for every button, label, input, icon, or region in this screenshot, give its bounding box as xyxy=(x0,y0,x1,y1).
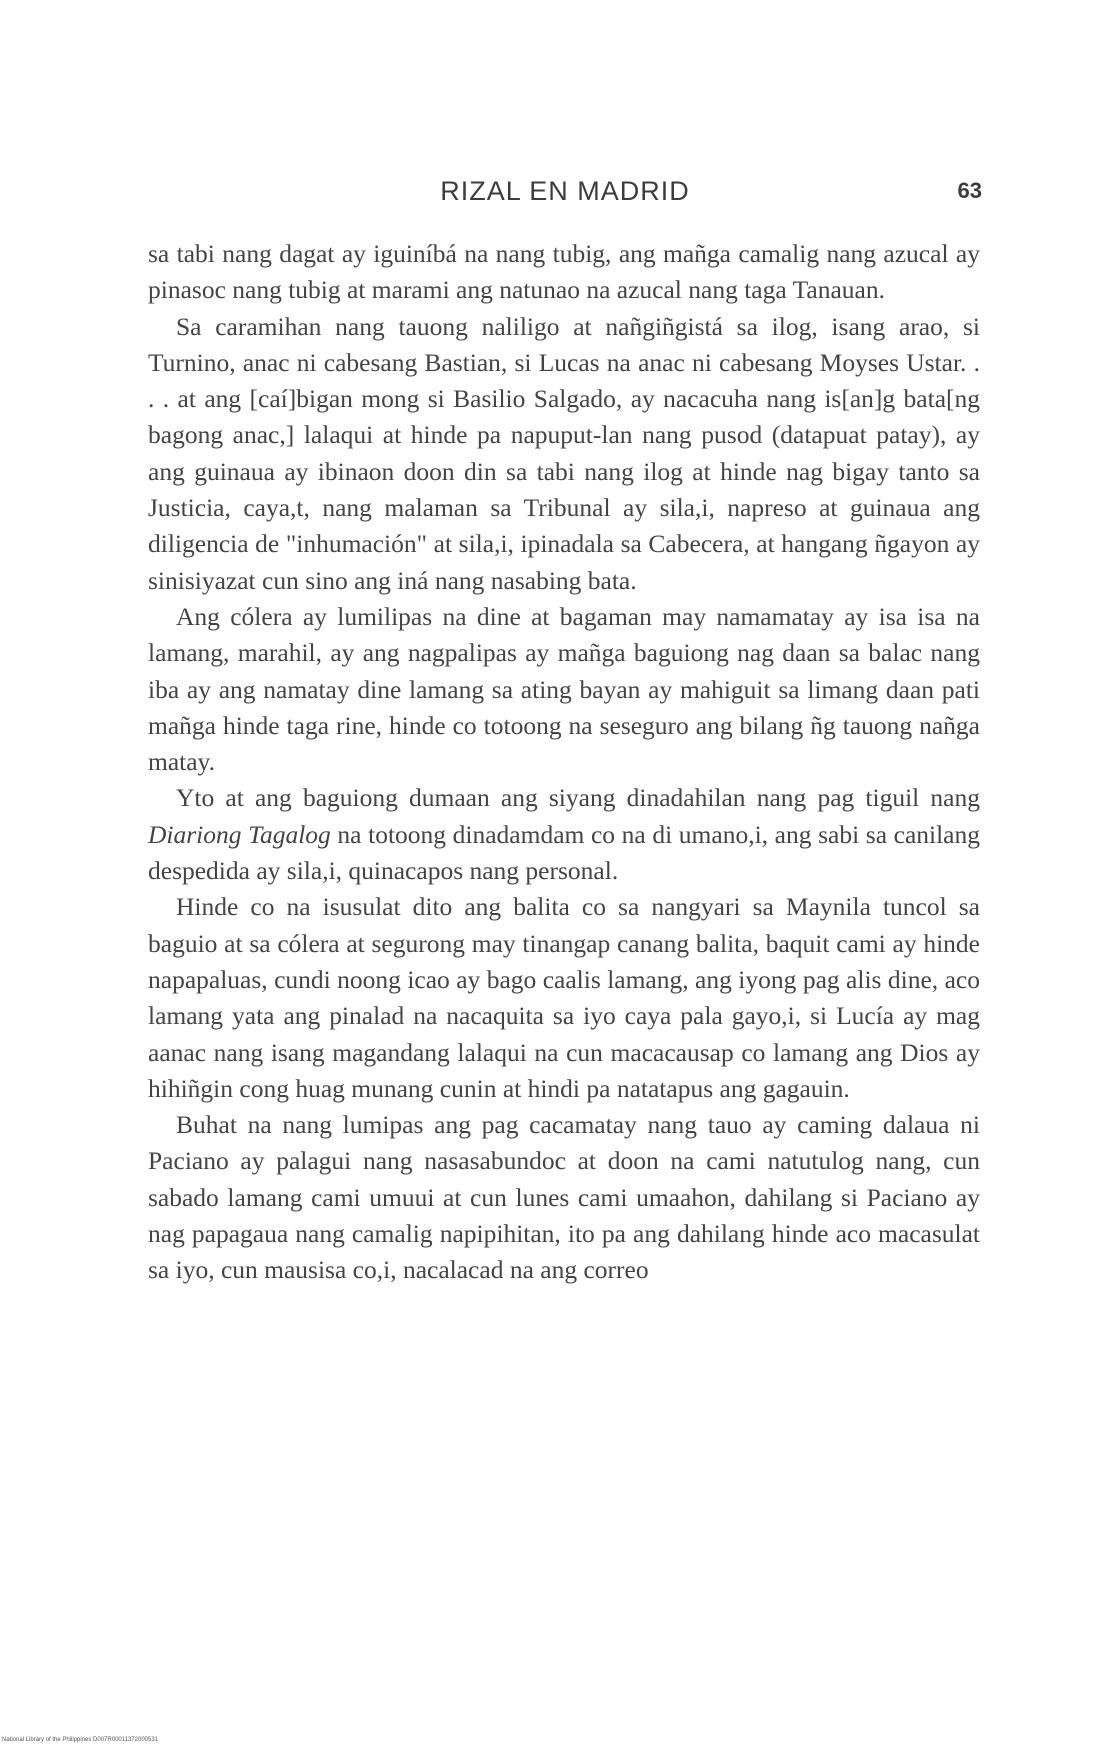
body-text xyxy=(148,236,980,1289)
scan-credit: National Library of the Philippines D007R00011372000531 xyxy=(2,1737,158,1743)
running-title: RIZAL EN MADRID xyxy=(440,176,690,206)
running-head xyxy=(148,176,982,216)
paragraph-4-before: Yto at ang baguiong dumaan ang siyang dinadahilan nang pag tiguil nang xyxy=(176,783,980,813)
paragraph-5: Hinde co na isusulat dito ang balita co sa nangyari sa Maynila tuncol sa baguio at sa cólera at segurong may tinangap canang balita, baquit cami ay hinde napapaluas, cundi noong icao ay bago caalis lamang, ang iyong pag alis dine, aco lamang yata ang pinalad na nacaquita sa iyo caya pala gayo,i, si Lucía ay mag aanac nang isang magandang lalaqui na cun macacausap co lamang ang Dios ay hihiñgin cong huag munang cunin at hindi pa natatapus ang gagauin. xyxy=(148,892,980,1103)
paragraph-6: Buhat na nang lumipas ang pag cacamatay nang tauo ay caming dalaua ni Paciano ay palagui nang nasasabundoc at doon na cami natutulog nang, cun sabado lamang cami umuui at cun lunes cami umaahon, dahilang si Paciano ay nag papagaua nang camalig napipihitan, ito pa ang dahilang hinde aco macasulat sa iyo, cun mausisa co,i, nacalacad na ang correo xyxy=(148,1110,980,1285)
paragraph-2: Sa caramihan nang tauong naliligo at nañgiñgistá sa ilog, isang arao, si Turnino, anac ni cabesang Bastian, si Lucas na anac ni cabesang Moyses Ustar. . . . at ang [caí]bigan mong si Basilio Salgado, ay nacacuha nang is[an]g bata[ng bagong anac,] lalaqui at hinde pa napuput-lan nang pusod (datapuat patay), ay ang guinaua ay ibinaon doon din sa tabi nang ilog at hinde nag bigay tanto sa Justicia, caya,t, nang malaman sa Tribunal ay sila,i, napreso at guinaua ang diligencia de "inhumación" at sila,i, ipinadala sa Cabecera, at hangang ñgayon ay sinisiyazat cun sino ang iná nang nasabing bata. xyxy=(148,311,980,595)
paragraph-4-after: na totoong dinadamdam co na di umano,i, ang sabi sa canilang despedida ay sila,i, quinacapos nang personal. xyxy=(148,819,981,886)
page-number: 63 xyxy=(957,178,982,203)
paragraph-1: sa tabi nang dagat ay iguiníbá na nang tubig, ang mañga camalig nang azucal ay pinasoc nang tubig at marami ang natunao na azucal nang taga Tanauan. xyxy=(148,239,980,305)
paragraph-3: Ang cólera ay lumilipas na dine at bagaman may namamatay ay isa isa na lamang, marahil, ay ang nagpalipas ay mañga baguiong nag daan sa balac nang iba ay ang namatay dine lamang sa ating bayan ay mahiguit sa limang daan pati mañga hinde taga rine, hinde co totoong na seseguro ang bilang ñg tauong nañga matay. xyxy=(148,601,980,777)
paragraph-4 xyxy=(148,780,980,889)
newspaper-title: Diariong Tagalog xyxy=(148,819,331,849)
